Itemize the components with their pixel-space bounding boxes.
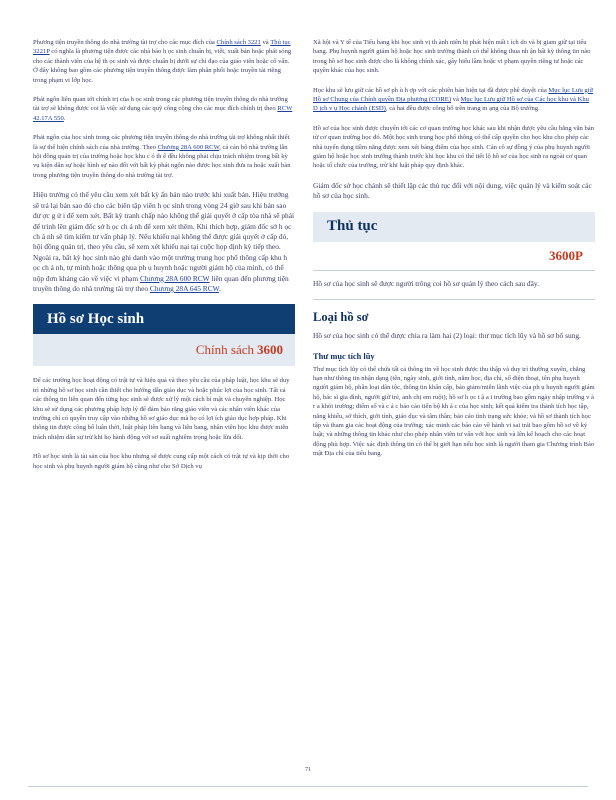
paragraph-text: Thư mục tích lũy có thể chứa tất cả thông tin về học sinh được thu thập và duy trì thường xuyên, chẳng hạn như thông tin nhận dạng (tên, ngày sinh, giới tính, năm học, địa chỉ, số điện thoại, tên phụ huynh người giám hộ, phân loại dân tộc, thông tin khẩn cấp, bảo giảm/miễn lãnh việc của ph ụ huynh người giám hộ, bác sĩ gia đình, người giữ trẻ, anh chị em ruột); hồ sơ h ọc t ậ a i trường bao gồm ngày nhập trường v à r a khỏi trường; điểm số và c á c báo cáo tiến bộ kh á c của học sinh; kết quả kiểm tra thành tích học tập, năng khiếu, sở thích, giới tính, giáo dục và tâm thần; báo cáo tình trạng sức khỏe; và hồ sơ thành tích học tập và tham gia các hoạt động của trường; xác minh các báo cáo về hành vi sai trái bao gồm hồ sơ về kỷ luật; và những thông tin khác như cho phép nhân viên tư vấn với học sinh và lên kế hoạch cho các hoạt động phù hợp. Việc xác định thông tin có thể bị giới hạn nếu học sinh là người tham gia Chương trình Bảo mật Địa chỉ của tiểu bang. xyxy=(313,365,595,458)
paragraph-text: . xyxy=(218,283,221,293)
section-title-text: Thủ tục xyxy=(327,218,378,235)
media-definition-paragraph xyxy=(33,38,295,85)
rcw-28a-600-link[interactable]: Chương 28A 600 RCW xyxy=(157,143,220,151)
paragraph-text: Hồ sơ của học sinh được chuyển tới các cơ quan trường học khác sau khi nhận được yêu cầu bằng văn bản từ cơ quan trường học đó. Một học sinh trung học phổ thông có thể cấp quyền cho học khu cho phép các nhà tuyển dụng tiềm năng được xem xét bảng điểm của học sinh. Cán cô sự đồng ý của phụ huynh người giám hộ hoặc học sinh trưởng thành trước khi học khu có thể tiết lộ hồ sơ của học sinh ra ngoài cơ quan hoặc tổ chức của trường, trừ khi luật pháp quy định khác. xyxy=(313,124,595,170)
right-column xyxy=(313,38,595,469)
left-column xyxy=(33,38,295,481)
policy-label: Chính sách xyxy=(195,342,254,358)
rcw-42-17a-link[interactable]: RCW 42.17A 550 xyxy=(33,105,293,122)
procedure-3221p-link[interactable]: Thủ tục 3221P xyxy=(33,39,291,56)
divider xyxy=(313,299,595,300)
page-number: 71 xyxy=(305,767,311,773)
records-property-paragraph xyxy=(33,452,295,471)
record-types-paragraph xyxy=(313,331,595,341)
paragraph-text: , cả hai đều được công bố trên trang m ạng của Bộ trưởng. xyxy=(385,105,540,113)
esd-schedule-link[interactable]: Mục lục Lưu giữ Hồ sơ của Các học khu và Khu D ịch v ụ Học chánh (ESD) xyxy=(313,96,589,113)
paragraph-text: Xã hội và Y tế của Tiểu bang khi học sinh vị th ành niên bị phát hiện mất t ích do và bị giam giữ tại tiểu bang. Phụ huynh người giám hộ hoặc học sinh trưởng thành có thể không thua nh ận bất kỳ thông tin nào trong hồ sơ học sinh được cho là không chính xác, gây hiểu lầm hoặc vi phạm quyền riêng tư hoặc các quyền khác của học sinh. xyxy=(313,39,591,75)
cumulative-folder-heading: Thư mục tích lũy xyxy=(313,351,375,361)
principal-review-paragraph xyxy=(33,190,295,294)
records-transfer-paragraph xyxy=(313,124,595,171)
policy-3221-link[interactable]: Chính sách 3221 xyxy=(216,39,261,46)
paragraph-text: Hiệu trưởng có thể yêu cầu xem xét bất kỳ ấn bản nào trước khi xuất bản. Hiệu trưởng sẽ trả lại bản sao đó cho các biên tập viên h ọc sinh trong vòng 24 giờ sau khi bản sao đư ợc g ử i để xem xét. Bất kỳ tranh chấp nào không thể giải quyết ở cấp tòa nhà sẽ phải để trình lên giám đốc sở h ọc ch ả nh để xem xét thêm. Khi thích hợp, giám đốc sở h ọc ch ả nh sẽ tìm kiếm tư vấn pháp lý. Nếu khiếu nại không thể được giải quyết ở cấp đó, hội đồng quản trị, theo yêu cầu, sẽ xem xét khiếu nại tại cuộc họp định kỳ tiếp theo. Ngoài ra, bất kỳ học sinh nào ghi danh vào một trường trung học phổ thông cấp khu h ọc ch ả nh, tự mình hoặc thông qua ph ụ huynh hoặc người giám hộ của mình, có thể nộp đơn kháng cáo về việc vi phạm xyxy=(33,190,295,283)
paragraph-text: có nghĩa là phương tiện được các nhà báo h ọc sinh chuẩn bị, viết, xuất bản hoặc phát sóng cho các thành viên của hệ th ọc sinh và được chuẩn bị dưới sự chỉ đạo của giáo viên hoặc cố vấn. Ở đây không bao gồm các phương tiện truyền thông được làm phân phối hoặc truyền tải riêng trong phạm vi lớp học. xyxy=(33,48,292,84)
superintendent-procedures-paragraph xyxy=(313,181,595,202)
rcw-28a-600-link[interactable]: Chương 28A 600 RCW xyxy=(139,273,210,283)
core-schedule-link[interactable]: Mục lục Lưu giữ Hồ sơ Chung của Chính quyền Địa phương (CORE) xyxy=(313,86,594,104)
rcw-28a-645-link[interactable]: Chương 28A 645 RCW xyxy=(149,283,219,293)
records-purpose-paragraph xyxy=(33,376,295,442)
procedure-number-tab xyxy=(313,242,595,271)
paragraph-text: , cả cán bộ nhà trường lẫn hội đồng quản trị của trường hoặc học khu c ó th ể đều không phải chịu trách nhiệm trong bất kỳ vụ kiện dân sự hoặc hình sự nào đối với bất kỳ phát ngôn nào được học sinh đưa ra hoặc xuất bản trong phương tiện truyền thông do nhà trường tài trợ. xyxy=(33,143,291,179)
paragraph-text: Hồ sơ của học sinh có thể được chia ra làm hai (2) loại: thư mục tích lũy và hồ sơ bổ sung. xyxy=(313,331,581,341)
paragraph-text: Phát ngôn liên quan tới chính trị của h ọc sinh trong các phương tiện truyền thông do nhà trường tài trợ sẽ không được coi là việc sử dụng các quỹ công cộng cho các mục đích chính trị theo xyxy=(33,96,288,113)
paragraph-text: Phát ngôn của học sinh trong các phương tiện truyền thông do nhà trường tài trợ không nhất thiết là sự thể hiện chính sách của nhà trường. Theo xyxy=(33,134,290,151)
cumulative-folder-paragraph xyxy=(313,365,595,459)
paragraph-text: Giám đốc sở học chánh sẽ thiết lập các thủ tục đối với nội dung, việc quản lý và kiểm soát các hồ sơ của học sinh. xyxy=(313,180,592,201)
records-retention-paragraph xyxy=(313,86,595,114)
policy-number: 3600 xyxy=(257,342,283,358)
dshs-paragraph xyxy=(313,38,595,76)
section-title-text: Hồ sơ Học sinh xyxy=(47,310,145,327)
student-records-section-title xyxy=(33,304,295,334)
policy-number-tab xyxy=(33,334,295,366)
student-speech-paragraph xyxy=(33,133,295,180)
paragraph-text: Phương tiện truyền thông do nhà trường tài trợ cho các mục đích của xyxy=(33,39,217,46)
procedure-number: 3600P xyxy=(549,247,583,263)
paragraph-text: . xyxy=(63,114,66,122)
paragraph-text: Hồ sơ của học sinh sẽ được người trông coi hồ sơ quản lý theo cách sau đây. xyxy=(313,278,539,288)
record-types-heading: Loại hồ sơ xyxy=(313,310,369,325)
paragraph-text: liên quan đến phương tiện truyền thông do nhà trường tài trợ theo xyxy=(33,273,289,293)
political-speech-paragraph xyxy=(33,95,295,123)
paragraph-text: Hồ sơ học sinh là tài sản của học khu nhưng sẽ được cung cấp một cách có trật tự và kịp thời cho học sinh và phụ huynh người giám hộ cũng như cho Sở Dịch vụ xyxy=(33,453,290,470)
custodian-paragraph xyxy=(313,279,595,289)
paragraph-text: và xyxy=(451,96,461,104)
paragraph-text: và xyxy=(260,39,271,46)
procedure-section-title xyxy=(313,212,595,242)
paragraph-text: Học khu sẽ lưu giữ các hồ sơ ph ù h ợp với các phiên bản hiện tại đã được phê duyệt của xyxy=(313,86,549,94)
footer-rule xyxy=(28,786,588,787)
paragraph-text: Để các trường học hoạt động có trật tự và hiệu quả và theo yêu cầu của pháp luật, học khu sẽ duy trì những hồ sơ học sinh cần thiết cho hướng dẫn giáo dục và hoặc phúc lợi của học sinh. Tất cả các thông tin liên quan đến từng học sinh sẽ được xử lý một cách bí mật và chuyên nghiệp. Học khu sẽ sử dụng các phương pháp hợp lý để đảm bảo rằng giáo viên và các nhân viên khác của trường chỉ có quyền truy cập vào những hồ sơ giáo dục mà họ có lợi ích giáo dục hợp pháp. Khi thông tin được công bố luân thời, luật pháp liên bang và liên bang, nhân viên học khu được miễn trách nhiệm dân sự trừ khi họ hành động với sơ suất nghiêm trọng hoặc lừa dối. xyxy=(33,377,290,441)
